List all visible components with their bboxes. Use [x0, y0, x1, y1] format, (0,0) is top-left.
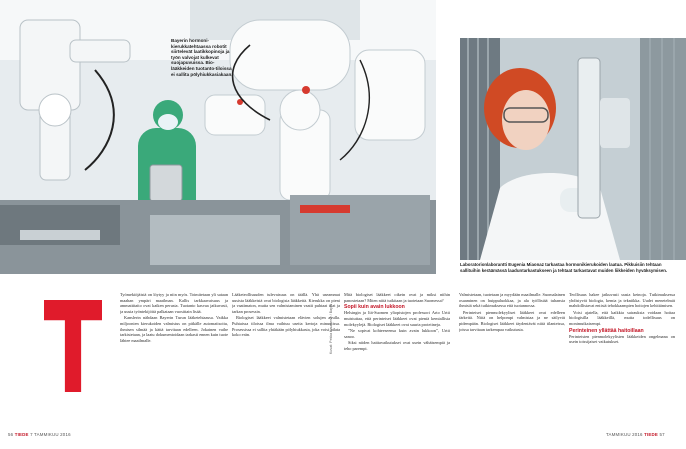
paragraph: Perinteisten pienmolekyylisten lääkkeiden ongelmana on usein toissijaiset vaikutukset.: [569, 333, 675, 345]
drop-cap-letter: [44, 300, 102, 392]
paragraph: Helsingin ja Itä-Suomen yliopistojen professori Arto Urtti muistuttaa, että perinteiset lääkkeet ovat pieniä kemiallisia molekyylejä. Biologiset lääkkeet ovat suuria proteiineja.: [344, 310, 450, 327]
subheading: Sopii kuin avain lukkoon: [344, 304, 405, 311]
lab-photo-caption: Bayerin hormoni-kierukkatehtaassa robotit siirtelevät laatikkopinoja ja työn valvojat kulkevat suojapuvuissa. Bio-lääkkeiden tuotanto-tiloissa ei sallita pölyhiukkasiakaan.: [171, 38, 233, 77]
paragraph: Kanslerin nähdaan Bayerin Turun lääketehtaassa. Vaikka miljoonien kierukoiden valmistus on pitkälle automatisoitu, ihmisen silmää ja kättä tarvitaan edelleen. Jokainen vaihe tarkistetaan, ja laatu dokumentoidaan tarkasti ennen kuin tuote lähtee maailmalle.: [120, 315, 228, 343]
magazine-brand: TIEDE: [644, 432, 659, 437]
portrait-caption: Laboratorionlaborantti Eugenia Miaonaz tarkastaa hormonikierukoiden laatua. Pikkuisiin tehtaan sallituihin keräämässä laaduntarkastukseen ja tehtaat tarkastavat muiden liikkeiden hyväksymisen.: [460, 262, 668, 273]
subheading: Perinteinen yllättää haitoillaan: [569, 327, 644, 334]
photo-credit: Kuvat: Pekka Kauranne / Bayer: [329, 303, 333, 354]
paragraph: Valmistetaan, tuotetaan ja myydään maailmalle. Suomalainen osaaminen on huippuluokkaa, ja ala työllistää tuhansia ihmisiä sekä tutkimuksessa että tuotannossa.: [459, 292, 565, 309]
article-column-2: [232, 292, 340, 412]
issue-label: TAMMIKUU 2016: [606, 432, 643, 437]
article-column-4: [459, 292, 565, 412]
paragraph: Työmekiöjäistä on löytyy ja niin myös. Toimitetaan yli sataan maahan ympäri maailman. Kallis tarkkaavaisuus ja ammattitaito ovat kaiken perusta. Tuotanto kasvaa jatkuvasti, ja uusia työntekijöitä palkataan vuosittain lisää.: [120, 292, 228, 314]
paragraph: Lääketeollisuuden tulevaisuus on täällä. Yhä useammat uusista lääkkeistä ovat biologisia lääkkeitä. Kierukka on pieni ja vaatimaton, mutta sen valmistaminen vaatii puhtaat tilat ja tarkan prosessin.: [232, 292, 340, 314]
paragraph: Voisi ajatella, että kaikkia sairauksia voidaan hoitaa biologisilla lääkkeillä, mutta todellisuus on monimutkaisempi.: [569, 309, 675, 326]
page-number: 56: [8, 432, 14, 437]
article-column-1: [120, 292, 228, 412]
article-column-3: [344, 292, 450, 412]
technician-illustration: [460, 38, 686, 260]
issue-label: 7 TAMMIKUU 2016: [30, 432, 71, 437]
lab-robot-photo: [0, 0, 436, 274]
folio-left: [8, 432, 71, 437]
quote-paragraph: ”Ne sopivat kohteeseensa kuin avain lukkoon”, Urtti sanoo.: [344, 328, 450, 339]
paragraph: Siksi niiden haittavaikutukset ovat usein vähäisempiä ja teho parempi.: [344, 340, 450, 351]
paragraph: Mitä biologiset lääkkeet oikein ovat ja miksi niihin panostetaan? Miten niitä tutkitaan ja tuotetaan Suomessa?: [344, 292, 450, 303]
laboratory-technician-photo: [460, 38, 686, 260]
page-number: 57: [659, 432, 665, 437]
article-column-5: [569, 292, 675, 412]
folio-right: [606, 432, 665, 437]
paragraph: Teollisuus hakee jatkuvasti uusia keinoja. Tutkimuksessa yhdistyvät biologia, kemia ja tekniikka. Uudet menetelmät mahdollistavat entistä tehokkaampien hoitojen kehittämisen.: [569, 292, 675, 309]
magazine-brand: TIEDE: [14, 432, 29, 437]
paragraph: Biologiset lääkkeet valmistetaan elävien solujen avulla. Puhtaissa tiloissa ilma vaihtuu useita kertoja minuutissa. Prosessissa ei sallita yhtäkään pölyhiukkasta, joka voisi pilata koko erän.: [232, 315, 340, 338]
paragraph: Perinteiset pienmolekyyliset lääkkeet ovat edelleen tärkeitä. Niitä on helpompi valmistaa ja ne säilyvät pidempään. Biologiset lääkkeet täydentävät niitä tilanteissa, joissa tarvitaan tarkempaa vaikutusta.: [459, 309, 565, 332]
